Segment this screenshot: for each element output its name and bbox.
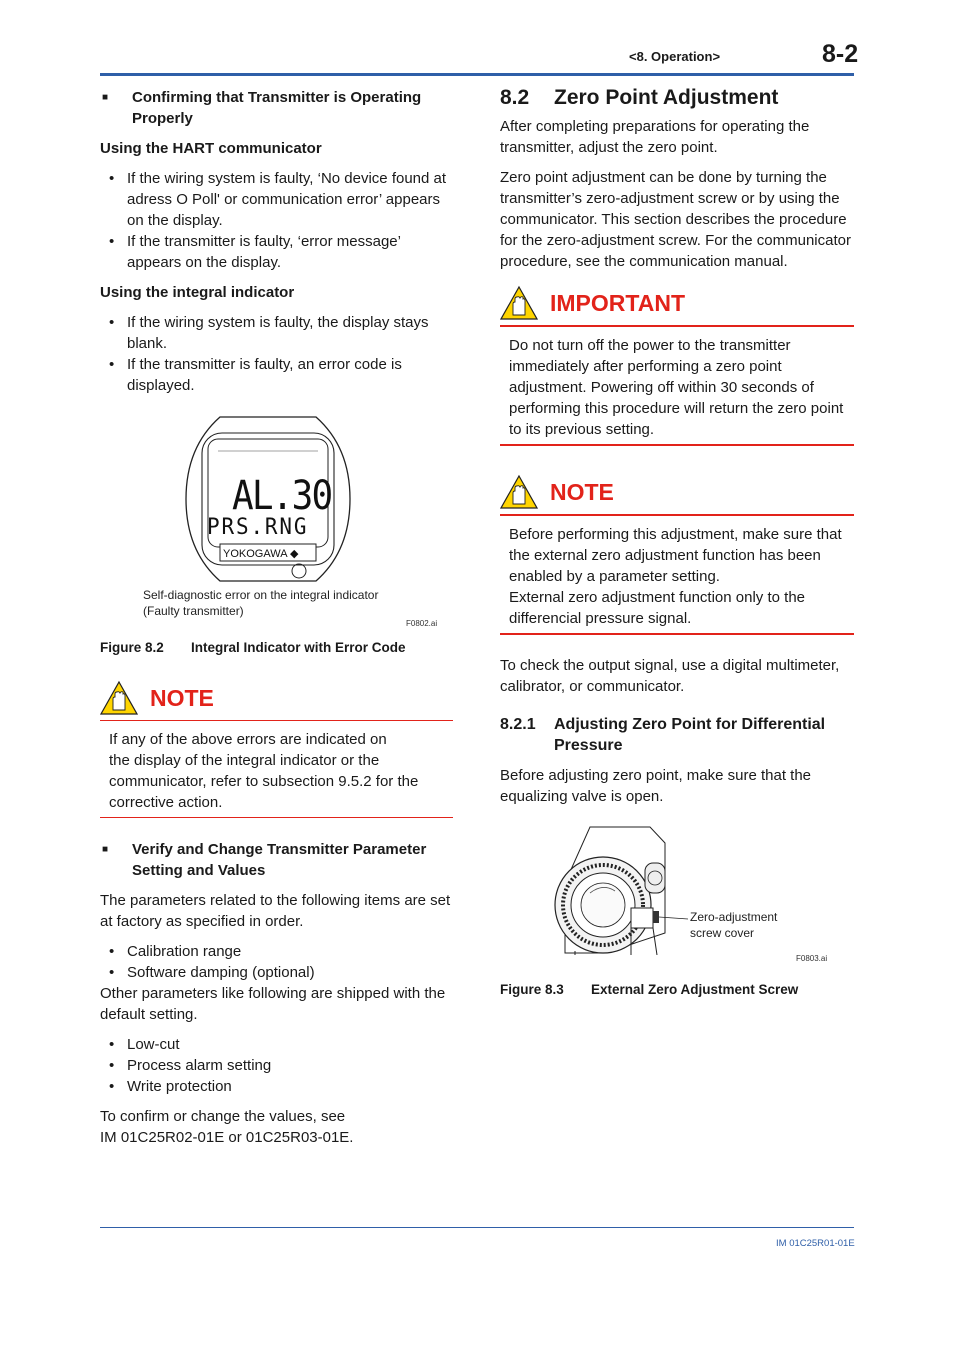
section-title [500,87,854,108]
left-column-lower [100,839,456,1148]
page-number: 8-2 [822,40,859,68]
list-item: • Software damping (optional) [100,962,456,983]
brand-label: YOKOGAWA ◆ [223,548,299,560]
para-2: Zero point adjustment can be done by turning the transmitter’s zero-adjustment screw or by using the communicator. This section describes the procedure for the zero-adjustment screw. For the communicator procedure, see the communication manual. [500,169,851,270]
important-title-row [500,281,854,325]
caution-hand-icon [500,474,538,510]
right-column [500,87,854,816]
list-item: • If the transmitter is faulty, ‘error message’ appears on the display. [100,231,456,273]
note-body [500,514,854,635]
note-line: communicator, refer to subsection 9.5.2 for the [109,773,419,790]
figure-title: Integral Indicator with Error Code [191,640,406,655]
para-4: Before adjusting zero point, make sure that the equalizing valve is open. [500,767,812,805]
para-3: To check the output signal, use a digital multimeter, calibrator, or communicator. [500,657,840,695]
caution-hand-icon [500,285,538,321]
note-title: NOTE [550,478,614,505]
confirm-line2: IM 01C25R02-01E or 01C25R03-01E. [100,1129,354,1146]
note-title-row [100,676,453,720]
note-line: the display of the integral indicator or the [109,752,380,769]
note-text-1: Before performing this adjustment, make sure that the external zero adjustment function has been enabled by a parameter setting. [509,526,842,585]
indicator-heading: Using the integral indicator [100,284,295,301]
subsection-title [500,714,854,756]
figure-8-2-caption [100,640,406,655]
list-item: • Low-cut [100,1034,456,1055]
heading-verify: ■ Verify and Change Transmitter Parameter Setting and Values [100,839,456,881]
note-title: NOTE [150,684,214,711]
list-item: • Process alarm setting [100,1055,456,1076]
left-note-box [100,676,453,818]
section-number: 8.2 [500,86,530,109]
transmitter-figure [545,823,690,955]
section-title-text: Zero Point Adjustment [554,86,779,109]
figure-caption-line1: Self-diagnostic error on the integral indicator [143,588,379,602]
subsection-number: 8.2.1 [500,716,536,733]
list-item: • Write protection [100,1076,456,1097]
hart-list [100,168,456,273]
figure-file-id: F0803.ai [796,954,828,963]
note-text-2: External zero adjustment function only to the differencial pressure signal. [509,589,806,627]
params-intro: The parameters related to the following items are set at factory as specified in order. [100,892,451,930]
important-text: Do not turn off the power to the transmitter immediately after performing a zero point adjustment. Powering off within 30 seconds of performing this procedure will return the zero point to its previous setting. [509,337,844,438]
header-rule [100,73,854,76]
figure-file-id: F0802.ai [406,619,438,628]
figure-8-3-caption [500,982,798,997]
list-item: • If the wiring system is faulty, ‘No device found at adress O Poll' or communication error’ appears on the display. [100,168,456,231]
para-1: After completing preparations for operating the transmitter, adjust the zero point. [500,118,810,156]
note-line: corrective action. [109,794,223,811]
important-body [500,325,854,446]
heading-confirming: ■ Confirming that Transmitter is Operating Properly [100,87,456,129]
zero-adjust-label-line2: screw cover [690,926,755,940]
header-section: <8. Operation> [629,49,721,64]
important-title: IMPORTANT [550,289,686,316]
params-other: Other parameters like following are shipped with the default setting. [100,985,446,1023]
hart-heading: Using the HART communicator [100,140,322,157]
right-note-box [500,470,854,635]
figure-caption-line2: (Faulty transmitter) [143,604,244,618]
figure-number: Figure 8.3 [500,982,564,997]
default-list [100,1034,456,1097]
list-item: • If the wiring system is faulty, the display stays blank. [100,312,456,354]
indicator-list [100,312,456,396]
note-title-row [500,470,854,514]
subsection-title-text: Adjusting Zero Point for Differential Pressure [554,716,826,754]
important-box [500,281,854,446]
figure-title: External Zero Adjustment Screw [591,982,799,997]
params-list [100,941,456,983]
footer-rule [100,1227,854,1228]
note-line: If any of the above errors are indicated on [109,731,387,748]
note-body [100,720,453,818]
figure-number: Figure 8.2 [100,640,164,655]
left-column [100,87,456,405]
footer-doc-id: IM 01C25R01-01E [776,1238,855,1249]
display-sub-text: PRS.RNG [207,515,309,540]
list-item: • If the transmitter is faulty, an error code is displayed. [100,354,456,396]
list-item: • Calibration range [100,941,456,962]
display-main-text: AL.30 [232,473,332,519]
zero-adjust-label-line1: Zero-adjustment [690,910,778,924]
confirm-line1: To confirm or change the values, see [100,1108,346,1125]
caution-hand-icon [100,680,138,716]
